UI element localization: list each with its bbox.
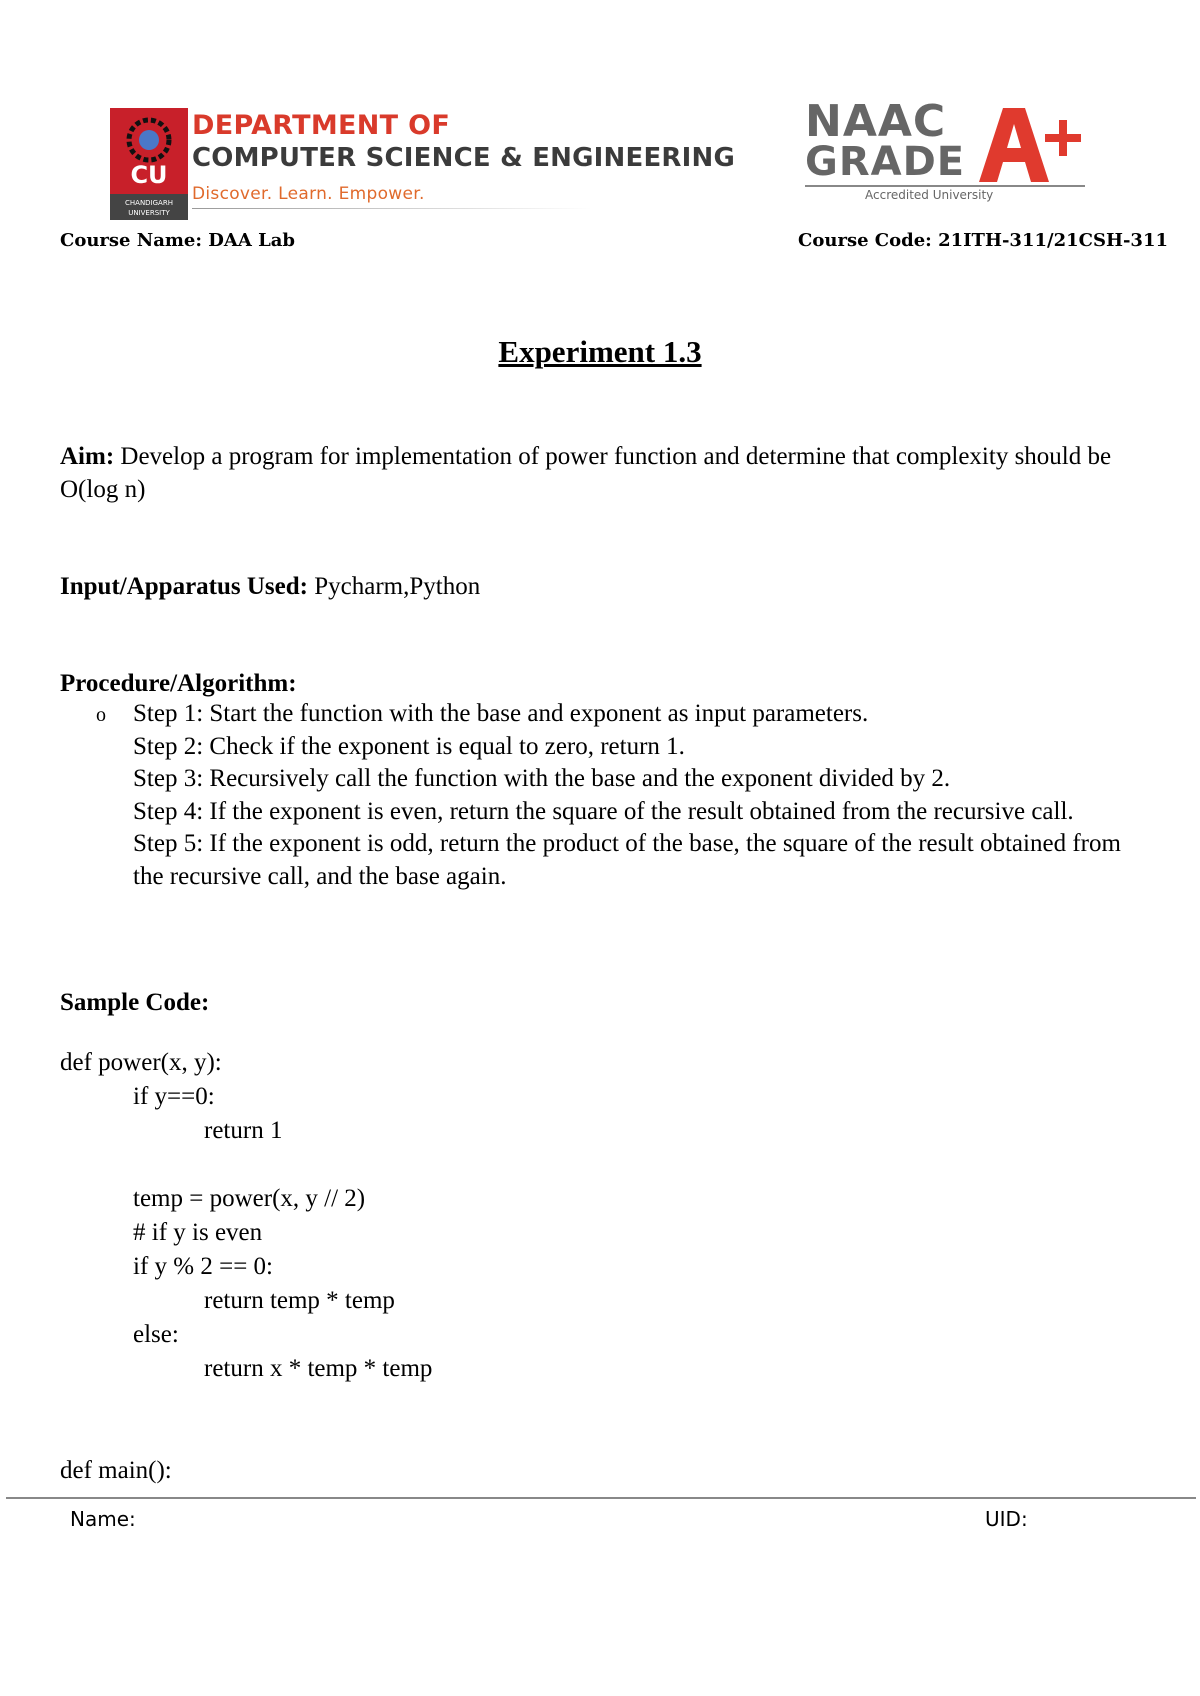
page-title: Experiment 1.3	[498, 334, 702, 369]
code-line: return x * temp * temp	[204, 1355, 433, 1382]
step-item: Step 1: Start the function with the base and exponent as input parameters.	[133, 700, 869, 727]
department-name	[192, 110, 735, 204]
procedure-steps	[133, 698, 1143, 893]
grade-word: GRADE	[805, 139, 966, 185]
department-line2: COMPUTER SCIENCE & ENGINEERING	[192, 143, 736, 173]
aim-section	[60, 440, 1140, 506]
apparatus-section	[60, 570, 1140, 603]
accredited-caption: Accredited University	[865, 188, 994, 202]
footer-divider	[6, 1497, 1196, 1499]
aim-label: Aim:	[60, 443, 115, 470]
code-line: temp = power(x, y // 2)	[133, 1185, 366, 1212]
university-logo	[110, 108, 188, 220]
step-item: Step 4: If the exponent is even, return the square of the result obtained from the recursive call.	[133, 797, 1074, 825]
svg-text:CHANDIGARH: CHANDIGARH	[125, 199, 173, 207]
apparatus-text: Pycharm,Python	[308, 573, 481, 600]
code-line: if y % 2 == 0:	[133, 1253, 273, 1280]
naac-badge	[805, 96, 1095, 202]
code-line: def main():	[60, 1457, 172, 1484]
procedure-heading: Procedure/Algorithm:	[60, 670, 297, 697]
bullet-icon: o	[96, 704, 106, 726]
step-item: Step 5: If the exponent is odd, return the product of the base, the square of the result obtained from the recursive call, and the base again.	[133, 830, 1121, 890]
code-line: return 1	[204, 1117, 283, 1144]
course-name: Course Name: DAA Lab	[60, 230, 295, 251]
logo-text: CU	[130, 161, 168, 189]
step-item: Step 2: Check if the exponent is equal to zero, return 1.	[133, 732, 685, 760]
svg-text:UNIVERSITY: UNIVERSITY	[128, 209, 170, 217]
naac-divider	[805, 185, 1085, 187]
header-banner	[110, 98, 1095, 222]
footer-name-label: Name:	[70, 1507, 136, 1531]
department-line1: DEPARTMENT OF	[192, 110, 451, 141]
code-line: # if y is even	[133, 1219, 263, 1246]
footer-uid-label: UID:	[985, 1507, 1028, 1531]
tagline: Discover. Learn. Empower.	[192, 184, 425, 204]
aim-text: Develop a program for implementation of power function and determine that complexity should be O(log n)	[60, 443, 1112, 503]
code-line: def power(x, y):	[60, 1049, 222, 1076]
sample-code-heading: Sample Code:	[60, 989, 210, 1016]
step-item: Step 3: Recursively call the function with the base and the exponent divided by 2.	[133, 765, 951, 792]
grade-a-plus-icon	[973, 104, 1085, 184]
code-line: return temp * temp	[204, 1287, 395, 1314]
code-line: if y==0:	[133, 1083, 215, 1110]
course-code: Course Code: 21ITH-311/21CSH-311	[798, 230, 1168, 251]
naac-word: NAAC	[805, 96, 947, 147]
apparatus-label: Input/Apparatus Used:	[60, 573, 308, 600]
tagline-divider	[192, 208, 592, 209]
code-line: else:	[133, 1321, 179, 1348]
